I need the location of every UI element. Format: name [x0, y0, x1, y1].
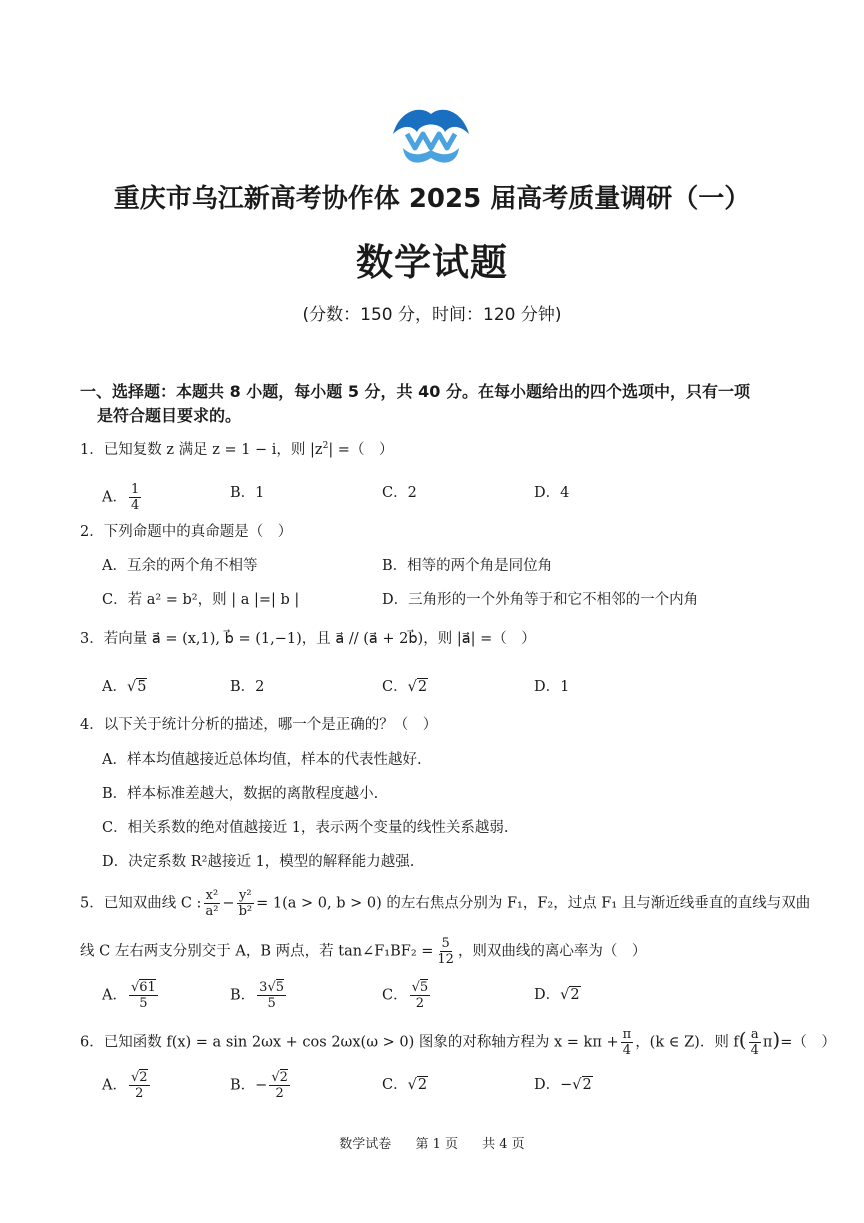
question-6-stem: 6．已知函数 f(x) = a sin 2ωx + cos 2ωx(ω > 0) 图象的对称轴方程为 x = kπ + $\frac{\pi}{4}$ ，(k ∈ Z)．则 f( $\frac{a}{4}$ π)=（ ）: [80, 1027, 836, 1058]
q2-option-c: C．若 a² = b²，则 | a |=| b |: [102, 592, 300, 608]
question-4-stem: 4．以下关于统计分析的描述，哪一个是正确的？（ ）: [80, 717, 438, 733]
q5-option-c: C． $\frac{√5}{2}$: [382, 980, 429, 1011]
footer-subject: 数学试卷: [339, 1137, 392, 1152]
q2-option-d: D．三角形的一个外角等于和它不相邻的一个内角: [382, 592, 699, 608]
q5-option-d: D．√2: [534, 987, 580, 1003]
q1-option-a: A． $\frac{1}{4}$: [102, 482, 140, 513]
exam-info: (分数：150 分，时间：120 分钟): [302, 305, 562, 325]
q3-option-d: D．1: [534, 679, 570, 695]
question-2-stem: 2．下列命题中的真命题是（ ）: [80, 524, 293, 540]
q1-option-c: C．2: [382, 485, 417, 501]
q6-option-c: C．√2: [382, 1077, 428, 1093]
q4-option-b: B．样本标准差越大，数据的离散程度越小.: [102, 786, 379, 802]
page-footer: [0, 1133, 864, 1152]
question-3-stem: 3．若向量 a⃗ = (x,1), b⃗ = (1,−1)，且 a⃗ // (a⃗ + 2b⃗)，则 |a⃗| =（ ）: [80, 631, 536, 647]
q5-option-a: A． $\frac{√61}{5}$: [102, 980, 156, 1011]
q6-option-a: A． $\frac{√2}{2}$: [102, 1070, 148, 1101]
question-5-stem-line2: 线 C 左右两支分别交于 A，B 两点，若 tan∠F₁BF₂ = $\frac{5}{12}$ ，则双曲线的离心率为（ ）: [80, 936, 647, 967]
section-heading: [80, 380, 795, 428]
footer-total-pages: 共 4 页: [482, 1137, 525, 1152]
q6-option-d: D．−√2: [534, 1077, 592, 1093]
q6-option-b: B．− $\frac{√2}{2}$: [230, 1070, 288, 1101]
exam-title: 重庆市乌江新高考协作体 2025 届高考质量调研（一）: [113, 184, 751, 214]
q5-option-b: B． $\frac{3√5}{5}$: [230, 980, 285, 1011]
subject-title: 数学试题: [356, 241, 508, 284]
footer-page-number: 第 1 页: [415, 1137, 458, 1152]
section-heading-line1: 一、选择题：本题共 8 小题，每小题 5 分，共 40 分。在每小题给出的四个选项中，只有一项: [80, 382, 750, 401]
section-heading-line2: 是符合题目要求的。: [97, 406, 242, 425]
school-logo-icon: [389, 104, 473, 168]
q4-option-a: A．样本均值越接近总体均值，样本的代表性越好.: [102, 752, 422, 768]
q4-option-c: C．相关系数的绝对值越接近 1，表示两个变量的线性关系越弱.: [102, 820, 509, 836]
q3-option-a: A．√5: [102, 679, 147, 695]
question-1-stem: 1．已知复数 z 满足 z = 1 − i，则 $|z^2|$ =（ ）: [80, 441, 394, 458]
q3-option-c: C．√2: [382, 679, 428, 695]
q3-option-b: B．2: [230, 679, 265, 695]
question-5-stem-line1: 5．已知双曲线 C : $\frac{\text{x²}}{\text{a²}}$ − $\frac{\text{y²}}{\text{b²}}$ = 1(a > 0, b > 0) 的左右焦点分别为 F₁，F₂，过点 F₁ 且与渐近线垂直的直线与双曲: [80, 888, 811, 919]
q2-option-b: B．相等的两个角是同位角: [382, 558, 553, 574]
q4-option-d: D．决定系数 R²越接近 1，模型的解释能力越强.: [102, 854, 415, 870]
q1-option-b: B．1: [230, 485, 265, 501]
q1-option-d: D．4: [534, 485, 570, 501]
q2-option-a: A．互余的两个角不相等: [102, 558, 258, 574]
